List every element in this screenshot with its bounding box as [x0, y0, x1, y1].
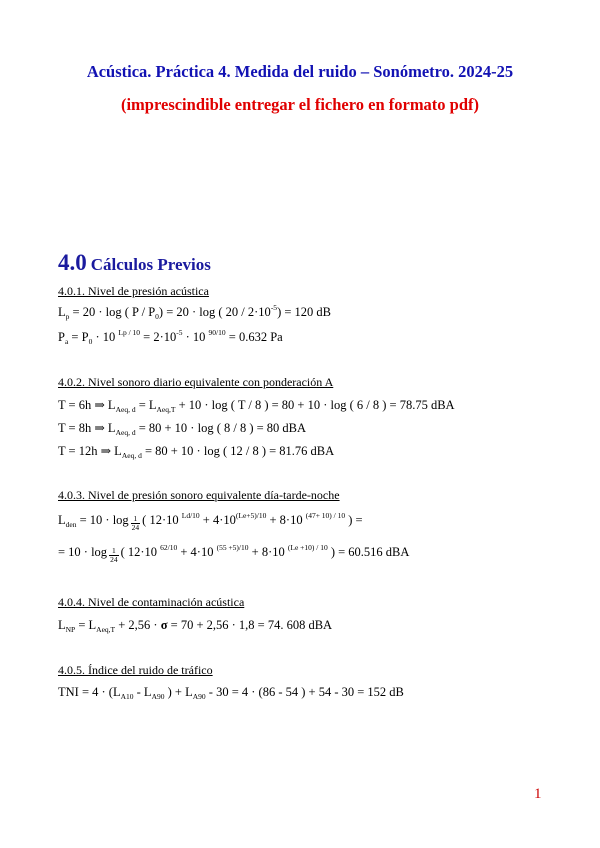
equation-12h	[58, 443, 334, 459]
eq-sub: Aeq, d	[115, 428, 136, 437]
eq-part: TNI = 4 · (L	[58, 685, 121, 699]
eq-sub: Aeq,T	[156, 405, 176, 414]
document-subtitle: (imprescindible entregar el fichero en formato pdf)	[120, 95, 480, 114]
eq-part: + 4·10	[177, 545, 217, 559]
equation-6h	[58, 397, 455, 413]
subsection-heading-4-0-3: 4.0.3. Nivel de presión sonoro equivalente día-tarde-noche	[58, 488, 340, 502]
eq-sup: Lp / 10	[118, 328, 141, 337]
eq-part: + 8·10	[266, 513, 306, 527]
fraction-denominator: 24	[131, 523, 140, 532]
eq-sup: 90/10	[208, 328, 226, 337]
equation-lden	[58, 513, 363, 532]
equation-sound-pressure-level	[58, 305, 331, 320]
document-title: Acústica. Práctica 4. Medida del ruido – Sonómetro. 2024-25	[86, 62, 514, 81]
fraction-numerator: 1	[131, 515, 141, 524]
fraction	[131, 515, 141, 532]
eq-part: · 10	[182, 330, 209, 344]
section-number: 4.0	[58, 250, 87, 275]
eq-part: ( 12·10	[120, 545, 161, 559]
equation-8h	[58, 420, 306, 436]
eq-part: = 2·10	[140, 330, 177, 344]
eq-part: = 10 · log	[76, 513, 129, 527]
eq-part: P	[58, 330, 65, 344]
fraction-numerator: 1	[109, 547, 119, 556]
eq-part: = 10 · log	[58, 545, 108, 559]
eq-sub: 0	[155, 312, 159, 321]
eq-sup: (Le +10) / 10	[287, 543, 328, 552]
page-number: 1	[534, 786, 542, 802]
sigma-symbol: σ	[160, 618, 168, 632]
eq-sup: Ld/10	[181, 511, 200, 520]
eq-part: = 20 · log ( P / P	[69, 305, 156, 319]
eq-sub: NP	[65, 625, 76, 634]
eq-sup: (Le+5)/10	[235, 511, 267, 520]
subsection-heading-4-0-2: 4.0.2. Nivel sonoro diario equivalente con ponderación A	[58, 375, 334, 389]
eq-sub: 0	[88, 337, 93, 346]
eq-part: ) =	[345, 513, 363, 527]
equation-tni	[58, 685, 404, 700]
eq-part: ) = 20 · log ( 20 / 2·10	[158, 305, 271, 319]
eq-part: T = 12h ⇒ L	[58, 444, 122, 458]
fraction	[109, 547, 119, 564]
eq-part: = 0.632 Pa	[225, 330, 283, 344]
eq-sub: Aeq, d	[121, 451, 142, 460]
eq-part: = P	[68, 330, 89, 344]
eq-part: L	[58, 305, 66, 319]
eq-sub: A10	[120, 692, 134, 701]
eq-sub: Aeq,T	[96, 625, 116, 634]
eq-sup: (47+ 10) / 10	[305, 511, 346, 520]
eq-part: + 8·10	[248, 545, 288, 559]
eq-sub: a	[64, 337, 69, 346]
eq-sub: Aeq, d	[115, 405, 136, 414]
subsection-heading-4-0-5: 4.0.5. Índice del ruido de tráfico	[58, 663, 213, 677]
eq-sub: den	[65, 520, 77, 529]
eq-sub: A90	[192, 692, 206, 701]
equation-lden-result	[58, 545, 409, 564]
eq-part: ( 12·10	[142, 513, 182, 527]
eq-sup: (55 +5)/10	[216, 543, 249, 552]
eq-part: ) + L	[164, 685, 193, 699]
eq-part: = L	[135, 398, 157, 412]
eq-part: + 2,56 ·	[115, 618, 161, 632]
eq-part: + 10 · log ( T / 8 ) = 80 + 10 · log ( 6 / 8 ) = 78.75 dBA	[175, 398, 455, 412]
eq-part: ) = 120 dB	[277, 305, 331, 319]
subsection-heading-4-0-4: 4.0.4. Nivel de contaminación acústica	[58, 595, 245, 609]
eq-part: L	[58, 618, 66, 632]
eq-part: = 80 + 10 · log ( 12 / 8 ) = 81.76 dBA	[141, 444, 335, 458]
eq-part: = 70 + 2,56 · 1,8 = 74. 608 dBA	[167, 618, 333, 632]
eq-part: - 30 = 4 · (86 - 54 ) + 54 - 30 = 152 dB	[205, 685, 404, 699]
eq-part: + 4·10	[199, 513, 236, 527]
eq-part: - L	[133, 685, 152, 699]
eq-part: = L	[75, 618, 97, 632]
section-title: Cálculos Previos	[90, 255, 211, 274]
eq-part: L	[58, 513, 66, 527]
eq-part: = 80 + 10 · log ( 8 / 8 ) = 80 dBA	[135, 421, 307, 435]
equation-lnp	[58, 618, 332, 633]
eq-part: T = 8h ⇒ L	[58, 421, 116, 435]
fraction-denominator: 24	[110, 555, 118, 564]
eq-sub: A90	[151, 692, 165, 701]
eq-part: ) = 60.516 dBA	[327, 545, 410, 559]
eq-part: T = 6h ⇒ L	[58, 398, 116, 412]
eq-sup: 62/10	[160, 543, 178, 552]
eq-sup: -5	[176, 328, 183, 337]
subsection-heading-4-0-1: 4.0.1. Nivel de presión acústica	[58, 284, 209, 298]
section-heading	[58, 250, 211, 276]
eq-sup: -5	[270, 303, 278, 312]
eq-sub: p	[65, 312, 70, 321]
eq-part: · 10	[92, 330, 119, 344]
equation-pressure	[58, 330, 283, 345]
